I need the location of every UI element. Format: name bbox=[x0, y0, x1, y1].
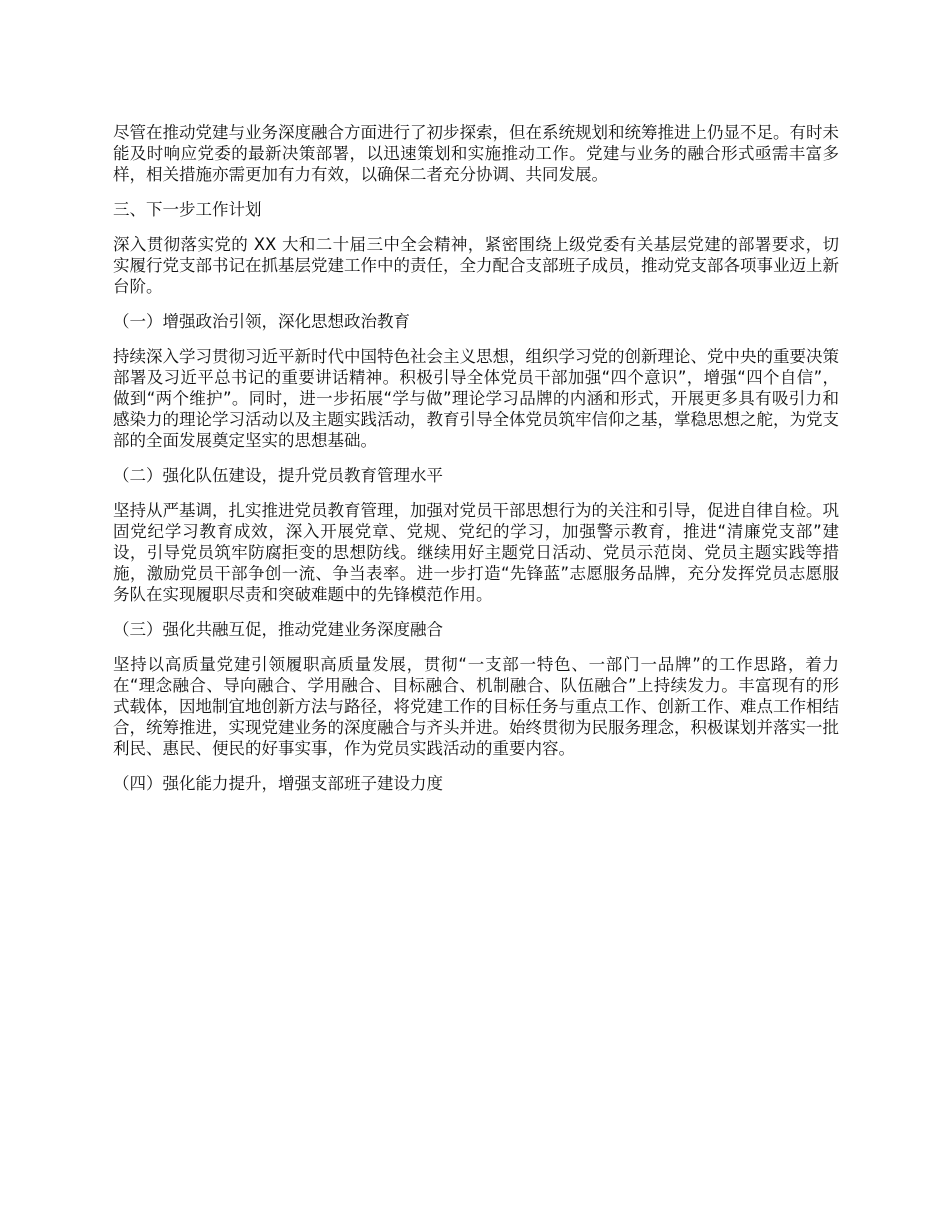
paragraph-integration: 坚持以高质量党建引领履职高质量发展，贯彻“一支部一特色、一部门一品牌”的工作思路，着力在“理念融合、导向融合、学用融合、目标融合、机制融合、队伍融合”上持续发力。丰富现有的形式载体，因地制宜地创新方法与路径，将党建工作的目标任务与重点工作、创新工作、难点工作相结合，统筹推进，实现党建业务的深度融合与齐头并进。始终贯彻为民服务理念，积极谋划并落实一批利民、惠民、便民的好事实事，作为党员实践活动的重要内容。 bbox=[113, 655, 839, 758]
paragraph-reflection: 尽管在推动党建与业务深度融合方面进行了初步探索，但在系统规划和统筹推进上仍显不足。有时未能及时响应党委的最新决策部署，以迅速策划和实施推动工作。党建与业务的融合形式亟需丰富多样，相关措施亦需更加有力有效，以确保二者充分协调、共同发展。 bbox=[113, 123, 839, 184]
subheading-team-building: （二）强化队伍建设，提升党员教育管理水平 bbox=[113, 466, 443, 485]
section-heading-next-plan: 三、下一步工作计划 bbox=[113, 200, 262, 219]
paragraph-political-guidance: 持续深入学习贯彻习近平新时代中国特色社会主义思想，组织学习党的创新理论、党中央的重要决策部署及习近平总书记的重要讲话精神。积极引导全体党员干部加强“四个意识”，增强“四个自信”，做到“两个维护”。同时，进一步拓展“学与做”理论学习品牌的内涵和形式，开展更多具有吸引力和感染力的理论学习活动以及主题实践活动，教育引导全体党员筑牢信仰之基，掌稳思想之舵，为党支部的全面发展奠定坚实的思想基础。 bbox=[113, 347, 839, 450]
subheading-capacity: （四）强化能力提升，增强支部班子建设力度 bbox=[113, 774, 443, 793]
paragraph-plan-intro: 深入贯彻落实党的 XX 大和二十届三中全会精神，紧密围绕上级党委有关基层党建的部署要求，切实履行党支部书记在抓基层党建工作中的责任，全力配合支部班子成员，推动党支部各项事业迈上新台阶。 bbox=[113, 235, 839, 296]
paragraph-team-building: 坚持从严基调，扎实推进党员教育管理，加强对党员干部思想行为的关注和引导，促进自律自检。巩固党纪学习教育成效，深入开展党章、党规、党纪的学习，加强警示教育，推进“清廉党支部”建设，引导党员筑牢防腐拒变的思想防线。继续用好主题党日活动、党员示范岗、党员主题实践等措施，激励党员干部争创一流、争当表率。进一步打造“先锋蓝”志愿服务品牌，充分发挥党员志愿服务队在实现履职尽责和突破难题中的先锋模范作用。 bbox=[113, 501, 839, 604]
subheading-integration: （三）强化共融互促，推动党建业务深度融合 bbox=[113, 620, 443, 639]
document-page bbox=[113, 122, 839, 808]
subheading-political-guidance: （一）增强政治引领，深化思想政治教育 bbox=[113, 312, 410, 331]
